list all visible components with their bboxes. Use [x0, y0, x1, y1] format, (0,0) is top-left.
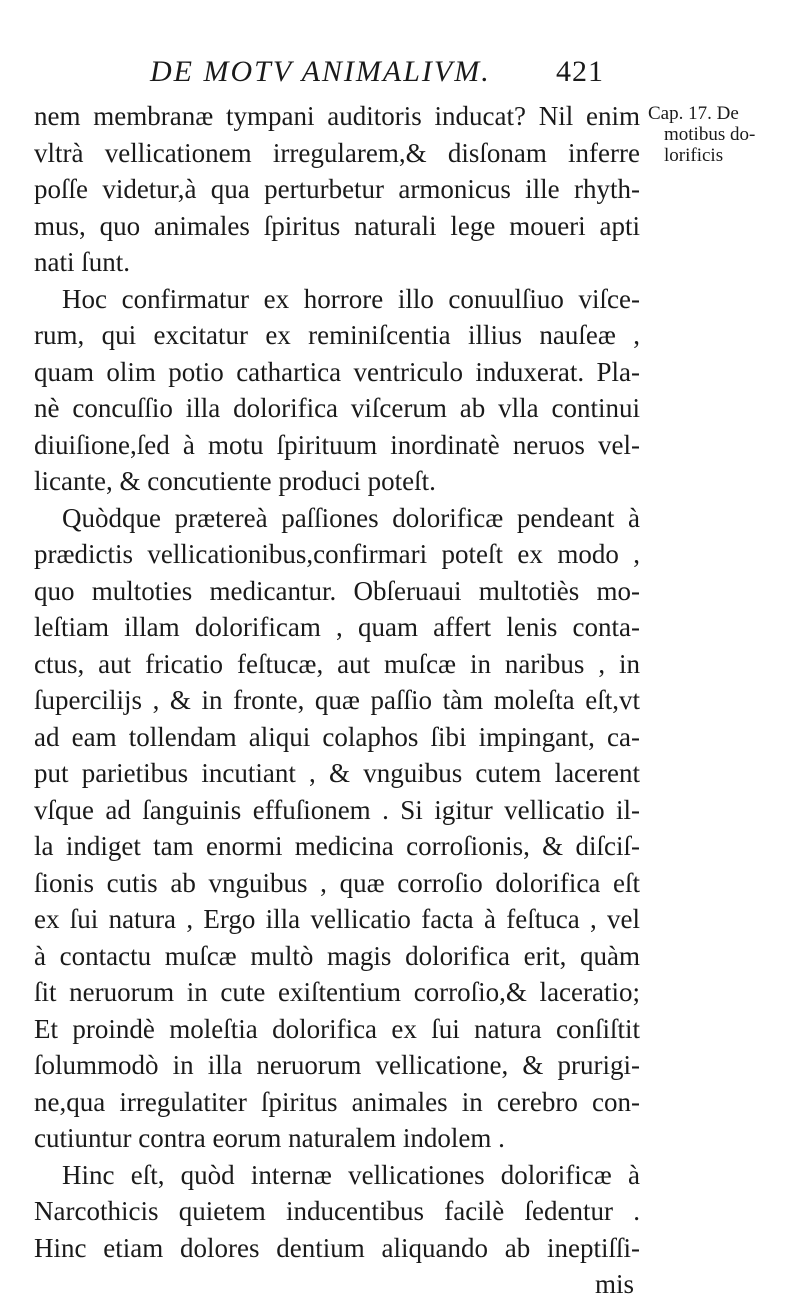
catchword: mis: [594, 1269, 634, 1299]
text-line: Hinc eſt, quòd internæ vellicationes dolorificæ à: [62, 1159, 640, 1190]
text-line: Quòdque prætereà paſſiones dolorificæ pendeant à: [62, 502, 640, 533]
text-line: vſque ad ſanguinis effuſionem . Si igitur vellicatio il-: [34, 794, 640, 825]
text-line: quam olim potio cathartica ventriculo induxerat. Pla-: [34, 356, 640, 387]
text-line: ex ſui natura , Ergo illa vellicatio facta à feſtuca , vel: [34, 904, 640, 934]
text-line: nem membranæ tympani auditoris inducat? Nil enim: [34, 101, 640, 131]
text-line: diuiſione,ſed à motu ſpirituum inordinatè neruos vel-: [34, 429, 640, 460]
text-line: ne,qua irregulatiter ſpiritus animales in cerebro con-: [34, 1086, 640, 1117]
text-line: nè concuſſio illa dolorifica viſcerum ab vlla continui: [34, 393, 640, 423]
text-line: ſionis cutis ab vnguibus , quæ corroſio dolorifica eſt: [34, 867, 640, 898]
marginal-note-line: lorificis: [664, 145, 724, 166]
text-line: Et proindè moleſtia dolorifica ex ſui natura conſiſtit: [34, 1013, 640, 1044]
text-line: quo multoties medicantur. Obſeruaui multotiès mo-: [34, 575, 640, 606]
text-line: la indiget tam enormi medicina corroſionis, & diſciſ-: [34, 831, 640, 861]
marginal-note: [648, 103, 796, 166]
text-line: ctus, aut fricatio feſtucæ, aut muſcæ in naribus , in: [34, 648, 640, 679]
text-line: licante, & concutiente produci poteſt.: [34, 466, 436, 496]
text-line: cutiuntur contra eorum naturalem indolem .: [34, 1123, 505, 1153]
text-line: nati ſunt.: [34, 247, 130, 277]
text-line: prædictis vellicationibus,confirmari poteſt ex modo ,: [34, 539, 640, 569]
text-line: Narcothicis quietem inducentibus facilè ſedentur .: [34, 1196, 640, 1226]
text-line: à contactu muſcæ multò magis dolorifica erit, quàm: [34, 940, 640, 971]
text-line: mus, quo animales ſpiritus naturali lege moueri apti: [34, 210, 640, 241]
text-line: poſſe videtur,à qua perturbetur armonicus ille rhyth-: [34, 174, 640, 204]
text-line: ſolummodò in illa neruorum vellicatione, & prurigi-: [34, 1050, 640, 1080]
text-line: Hoc confirmatur ex horrore illo conuulſiuo viſce-: [62, 283, 640, 314]
text-line: Hinc etiam dolores dentium aliquando ab ineptiſſi-: [34, 1232, 640, 1263]
text-line: ſit neruorum in cute exiſtentium corroſio,& laceratio;: [34, 977, 640, 1007]
page-number: 421: [556, 55, 604, 88]
text-line: ad eam tollendam aliqui colaphos ſibi impingant, ca-: [34, 721, 640, 752]
text-line: rum, qui excitatur ex reminiſcentia illius nauſeæ ,: [34, 320, 640, 350]
text-line: put parietibus incutiant , & vnguibus cutem lacerent: [34, 758, 640, 788]
text-line: ſupercilijs , & in fronte, quæ paſſio tàm moleſta eſt,vt: [34, 685, 640, 715]
running-head: DE MOTV ANIMALIVM.: [150, 55, 491, 88]
text-line: vltrà vellicationem irregularem,& disſonam inferre: [34, 137, 640, 168]
body-text: [34, 98, 640, 1303]
text-line: leſtiam illam dolorificam , quam affert lenis conta-: [34, 612, 640, 642]
marginal-note-line: Cap. 17. De: [648, 103, 739, 124]
marginal-note-line: motibus do-: [664, 124, 756, 145]
